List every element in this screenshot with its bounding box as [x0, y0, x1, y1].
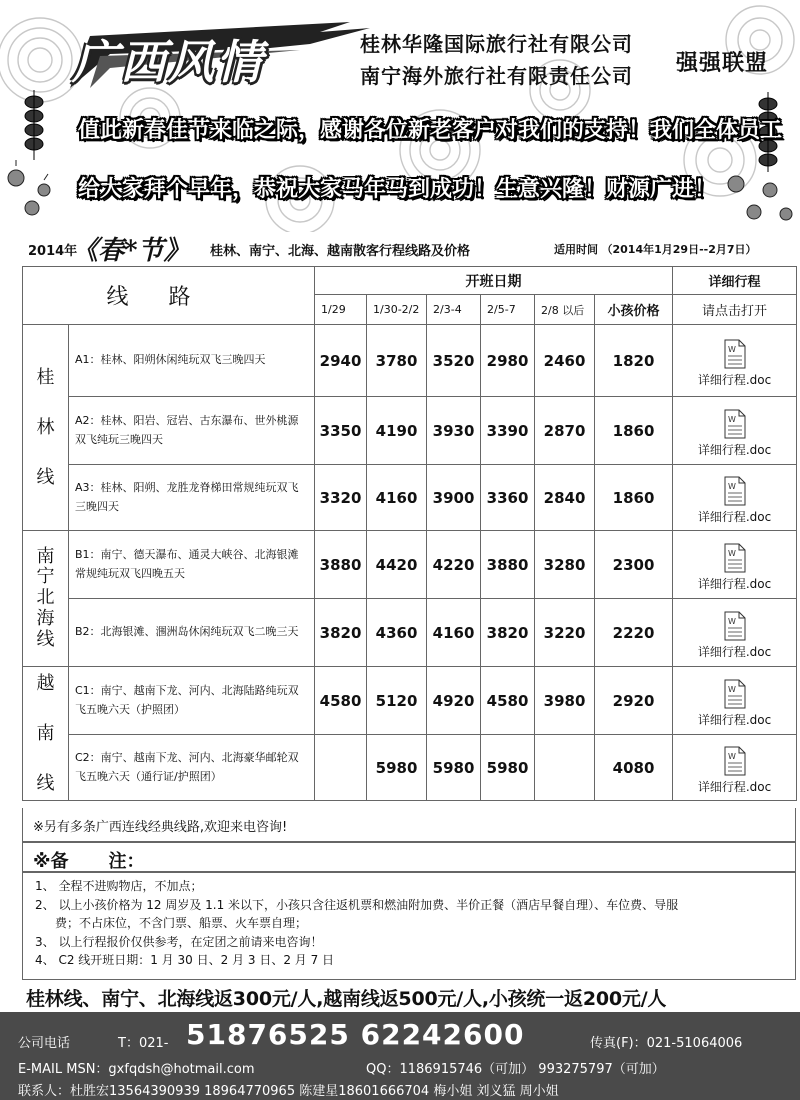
firework-icon [4, 160, 74, 220]
detail-doc-label[interactable]: 详细行程.doc [697, 645, 772, 659]
group-char: 越 [36, 672, 55, 694]
phone-numbers: 51876525 62242600 [186, 1018, 525, 1051]
lantern-icon [14, 90, 54, 160]
group-char: 线 [36, 628, 55, 650]
price-cell: 3880 [481, 531, 535, 599]
price-cell: 3220 [535, 599, 595, 667]
table-row [23, 531, 797, 599]
date-col-4: 2/5-7 [481, 295, 535, 325]
route-a1: A1：桂林、阳朔休闲纯玩双飞三晚四天 [69, 325, 315, 397]
price-cell: 3320 [315, 465, 367, 531]
kid-price-cell: 1860 [595, 397, 673, 465]
detail-doc-label[interactable]: 详细行程.doc [697, 373, 772, 387]
route-a2: A2：桂林、阳岩、冠岩、古东瀑布、世外桃源双飞纯玩三晚四天 [69, 397, 315, 465]
greeting-line-2: 给大家拜个早年，恭祝大家马年马到成功！生意兴隆！财源广进！ [78, 177, 717, 202]
qq-numbers: QQ：1186915746（可加） 993275797（可加） [366, 1062, 665, 1077]
kid-price-header: 小孩价格 [595, 295, 673, 325]
kid-price-cell: 1820 [595, 325, 673, 397]
phone-prefix: T：021- [118, 1036, 169, 1051]
price-cell: 4580 [481, 667, 535, 735]
header-route: 线路 [23, 267, 315, 325]
price-cell: 4190 [367, 397, 427, 465]
price-cell: 4220 [427, 531, 481, 599]
price-cell: 4920 [427, 667, 481, 735]
subtitle-year: 2014年 [28, 244, 78, 259]
remarks-title-a: ※备 [33, 851, 69, 872]
remark-item: 1、 全程不进购物店，不加点； [35, 879, 203, 893]
group-char: 线 [36, 773, 55, 795]
header-open-dates: 开班日期 [315, 267, 673, 295]
svg-text:W: W [727, 617, 736, 626]
price-cell: 3930 [427, 397, 481, 465]
price-cell: 4420 [367, 531, 427, 599]
company-name-guilin: 桂林华隆国际旅行社有限公司 [360, 32, 633, 56]
price-cell: 3350 [315, 397, 367, 465]
kid-price-cell: 2300 [595, 531, 673, 599]
svg-text:W: W [727, 482, 736, 491]
detail-doc-label[interactable]: 详细行程.doc [697, 577, 772, 591]
word-document-icon[interactable] [723, 339, 747, 369]
kid-price-cell: 4080 [595, 735, 673, 801]
remark-item: 2、 以上小孩价格为 12 周岁及 1.1 米以下，小孩只含往返机票和燃油附加费、半价正餐（酒店早餐自理）、车位费、导服 [35, 897, 679, 912]
table-row [23, 735, 797, 801]
price-cell: 2870 [535, 397, 595, 465]
price-cell: 3880 [315, 531, 367, 599]
group-char: 线 [36, 467, 55, 489]
table-row [23, 397, 797, 465]
group-nanning-beihai [23, 531, 69, 667]
price-cell: 5980 [427, 735, 481, 801]
subtitle-bar [28, 230, 798, 266]
price-cell [535, 735, 595, 801]
date-col-1: 1/29 [315, 295, 367, 325]
contact-persons: 联系人：杜胜宏13564390939 18964770965 陈建星18601666704 梅小姐 刘义猛 周小姐 [18, 1084, 559, 1099]
remarks-title-b: 注： [108, 851, 145, 872]
date-col-5: 2/8 以后 [535, 295, 595, 325]
price-cell: 5120 [367, 667, 427, 735]
detail-doc-link[interactable] [673, 465, 797, 531]
route-c1: C1：南宁、越南下龙、河内、北海陆路纯玩双飞五晚六天（护照团） [69, 667, 315, 735]
group-char: 桂 [36, 366, 55, 388]
word-document-icon[interactable] [723, 746, 747, 776]
group-char: 林 [36, 416, 55, 438]
route-a3: A3：桂林、阳朔、龙胜龙脊梯田常规纯玩双飞三晚四天 [69, 465, 315, 531]
kid-price-cell: 2220 [595, 599, 673, 667]
table-row [23, 599, 797, 667]
date-col-2: 1/30-2/2 [367, 295, 427, 325]
remarks-list [22, 872, 796, 980]
firework-icon [720, 168, 800, 228]
price-cell: 3520 [427, 325, 481, 397]
group-char: 南 [36, 545, 55, 567]
group-guilin [23, 325, 69, 531]
price-cell: 5980 [367, 735, 427, 801]
price-cell: 2840 [535, 465, 595, 531]
price-cell: 3280 [535, 531, 595, 599]
kid-price-cell: 2920 [595, 667, 673, 735]
price-table [22, 266, 797, 801]
svg-text:W: W [727, 685, 736, 694]
detail-doc-link[interactable] [673, 531, 797, 599]
table-row [23, 465, 797, 531]
detail-doc-link[interactable] [673, 735, 797, 801]
detail-doc-link[interactable] [673, 325, 797, 397]
alliance-label: 强强联盟 [676, 51, 769, 76]
svg-text:W: W [727, 415, 736, 424]
detail-doc-link[interactable] [673, 667, 797, 735]
route-b2: B2：北海银滩、涠洲岛休闲纯玩双飞二晚三天 [69, 599, 315, 667]
group-char: 宁 [36, 566, 55, 588]
price-cell: 3360 [481, 465, 535, 531]
detail-doc-label[interactable]: 详细行程.doc [697, 780, 772, 794]
subtitle-time-label: 适用时间 [554, 243, 598, 256]
phone-label: 公司电话 [18, 1036, 71, 1051]
price-cell: 3820 [481, 599, 535, 667]
group-char: 南 [36, 722, 55, 744]
group-vietnam [23, 667, 69, 801]
detail-doc-label[interactable]: 详细行程.doc [697, 713, 772, 727]
svg-text:W: W [727, 549, 736, 558]
price-cell: 3780 [367, 325, 427, 397]
email-address: E-MAIL MSN：gxfqdsh@hotmail.com [18, 1062, 255, 1077]
header-banner [0, 0, 800, 232]
price-cell: 3900 [427, 465, 481, 531]
header-detail: 详细行程 [673, 267, 797, 295]
header-detail-sub: 请点击打开 [673, 295, 797, 325]
table-row [23, 667, 797, 735]
subtitle-time-range: （2014年1月29日--2月7日） [601, 243, 757, 256]
price-cell: 4580 [315, 667, 367, 735]
rebate-banner: 桂林线、南宁、北海线返300元/人,越南线返500元/人,小孩统一返200元/人 [26, 988, 667, 1010]
company-name-nanning: 南宁海外旅行社有限责任公司 [360, 64, 633, 88]
route-c2: C2：南宁、越南下龙、河内、北海豪华邮轮双飞五晚六天（通行证/护照团） [69, 735, 315, 801]
subtitle-festival: 《春*节》 [72, 236, 190, 266]
price-cell: 5980 [481, 735, 535, 801]
detail-doc-link[interactable] [673, 397, 797, 465]
detail-doc-label[interactable]: 详细行程.doc [697, 510, 772, 524]
price-cell: 3820 [315, 599, 367, 667]
remark-item: 3、 以上行程报价仅供参考，在定团之前请来电咨询！ [35, 934, 323, 949]
logo-text: 广西风情 [72, 35, 264, 89]
fax-number: 传真(F)：021-51064006 [590, 1036, 743, 1051]
price-cell: 2980 [481, 325, 535, 397]
price-cell: 2460 [535, 325, 595, 397]
word-document-icon[interactable] [723, 543, 747, 573]
subtitle-routes: 桂林、南宁、北海、越南散客行程线路及价格 [210, 244, 471, 259]
price-cell: 4160 [367, 465, 427, 531]
price-cell: 4160 [427, 599, 481, 667]
svg-text:W: W [727, 345, 736, 354]
extra-routes-note: ※另有多条广西连线经典线路,欢迎来电咨询! [22, 808, 796, 842]
subtitle-time [554, 241, 757, 257]
contact-footer [0, 1012, 800, 1100]
price-cell: 3390 [481, 397, 535, 465]
remark-item: 4、 C2 线开班日期：1 月 30 日、2 月 3 日、2 月 7 日 [35, 953, 335, 968]
route-b1: B1：南宁、德天瀑布、通灵大峡谷、北海银滩常规纯玩双飞四晚五天 [69, 531, 315, 599]
price-cell: 2940 [315, 325, 367, 397]
table-row [23, 325, 797, 397]
date-col-3: 2/3-4 [427, 295, 481, 325]
word-document-icon[interactable] [723, 409, 747, 439]
svg-text:W: W [727, 752, 736, 761]
word-document-icon[interactable] [723, 476, 747, 506]
price-cell: 3980 [535, 667, 595, 735]
detail-doc-link[interactable] [673, 599, 797, 667]
kid-price-cell: 1860 [595, 465, 673, 531]
word-document-icon[interactable] [723, 611, 747, 641]
word-document-icon[interactable] [723, 679, 747, 709]
group-char: 北 [36, 587, 55, 609]
greeting-line-1: 值此新春佳节来临之际，感谢各位新老客户对我们的支持！我们全体员工 [78, 118, 783, 143]
detail-doc-label[interactable]: 详细行程.doc [697, 443, 772, 457]
remark-item-cont: 费；不占床位，不含门票、船票、火车票自理； [55, 916, 308, 931]
remarks-title [22, 842, 796, 872]
price-cell: 4360 [367, 599, 427, 667]
price-cell [315, 735, 367, 801]
group-char: 海 [36, 607, 55, 629]
